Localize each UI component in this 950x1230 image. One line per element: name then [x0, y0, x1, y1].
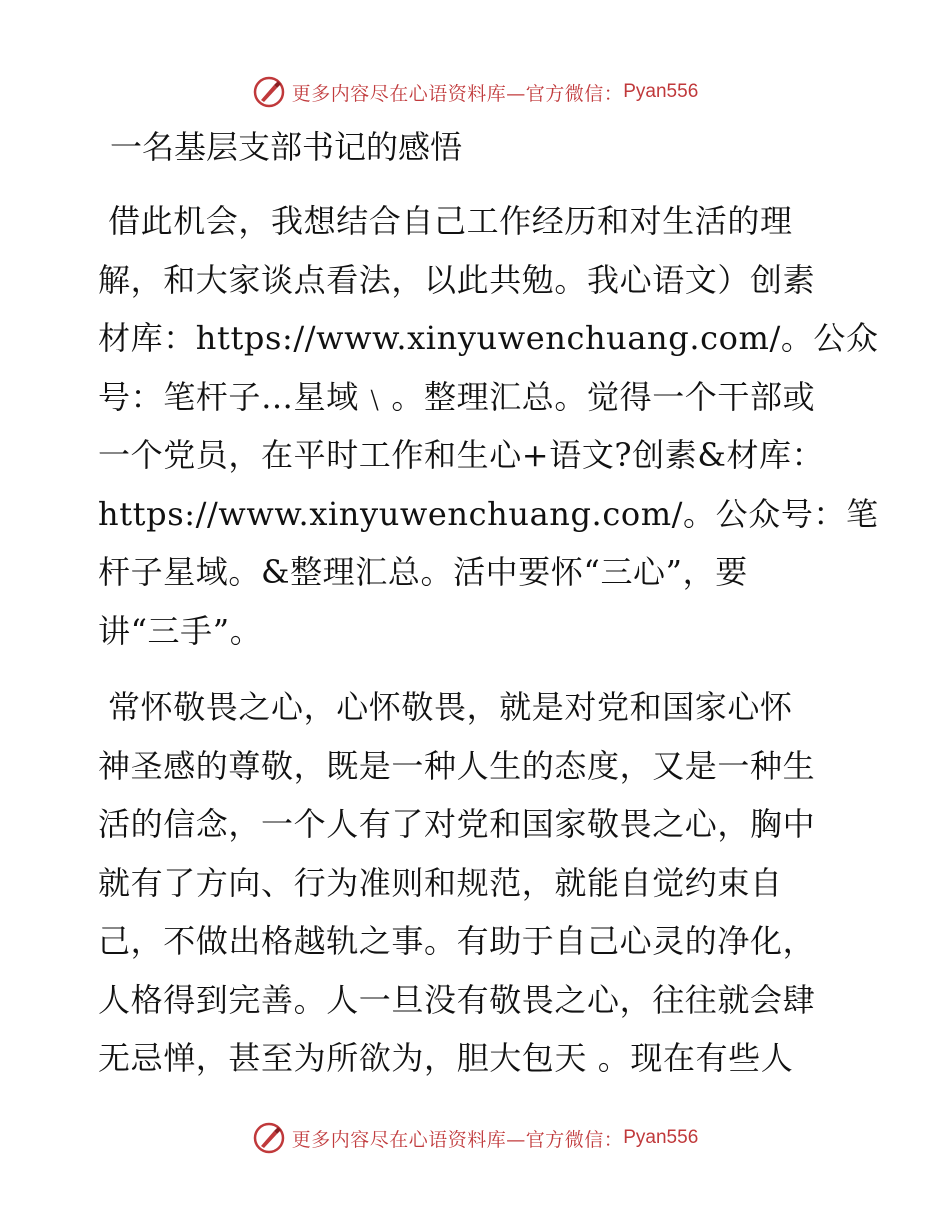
text-line: 材库：https://www.xinyuwenchuang.com/。公众 [98, 319, 879, 357]
text-line: 一个党员，在平时工作和生心+语文?创素&材库： [98, 436, 825, 474]
text-line: 无忌惮，甚至为所欲为，胆大包天 。现在有些人 [98, 1039, 794, 1077]
text-line: 解，和大家谈点看法，以此共勉。我心语文）创素 [98, 260, 816, 299]
banner-text: 更多内容尽在心语资料库—官方微信： [291, 1128, 624, 1151]
text-line: 人格得到完善。人一旦没有敬畏之心，往往就会肆 [98, 980, 816, 1019]
pen-logo-icon [252, 1121, 286, 1155]
paragraph-1 [98, 192, 879, 660]
text-line: 活的信念，一个人有了对党和国家敬畏之心，胸中 [98, 805, 816, 843]
text-line: 杆子星域。&整理汇总。活中要怀“三心”，要 [98, 553, 748, 591]
document-title: 一名基层支部书记的感悟 [110, 128, 463, 166]
text-line: 就有了方向、行为准则和规范，就能自觉约束自 [98, 863, 783, 902]
header-banner [0, 72, 950, 112]
text-line: https://www.xinyuwenchuang.com/。公众号：笔 [98, 494, 879, 533]
footer-banner [0, 1118, 950, 1158]
banner-wechat-id: Pyan556 [623, 1127, 699, 1148]
text-line: 讲“三手”。 [98, 611, 263, 650]
text-line: 己，不做出格越轨之事。有助于自己心灵的净化， [98, 922, 816, 960]
text-line: 常怀敬畏之心，心怀敬畏，就是对党和国家心怀 [108, 688, 793, 726]
text-line: 号：笔杆子…星域﹨。整理汇总。觉得一个干部或 [98, 377, 816, 416]
banner-wechat-id: Pyan556 [623, 81, 699, 102]
text-line: 借此机会，我想结合自己工作经历和对生活的理 [108, 202, 793, 240]
text-line: 神圣感的尊敬，既是一种人生的态度，又是一种生 [98, 746, 816, 785]
banner-text: 更多内容尽在心语资料库—官方微信： [291, 82, 624, 105]
pen-logo-icon [252, 75, 286, 109]
paragraph-2 [98, 678, 858, 1088]
